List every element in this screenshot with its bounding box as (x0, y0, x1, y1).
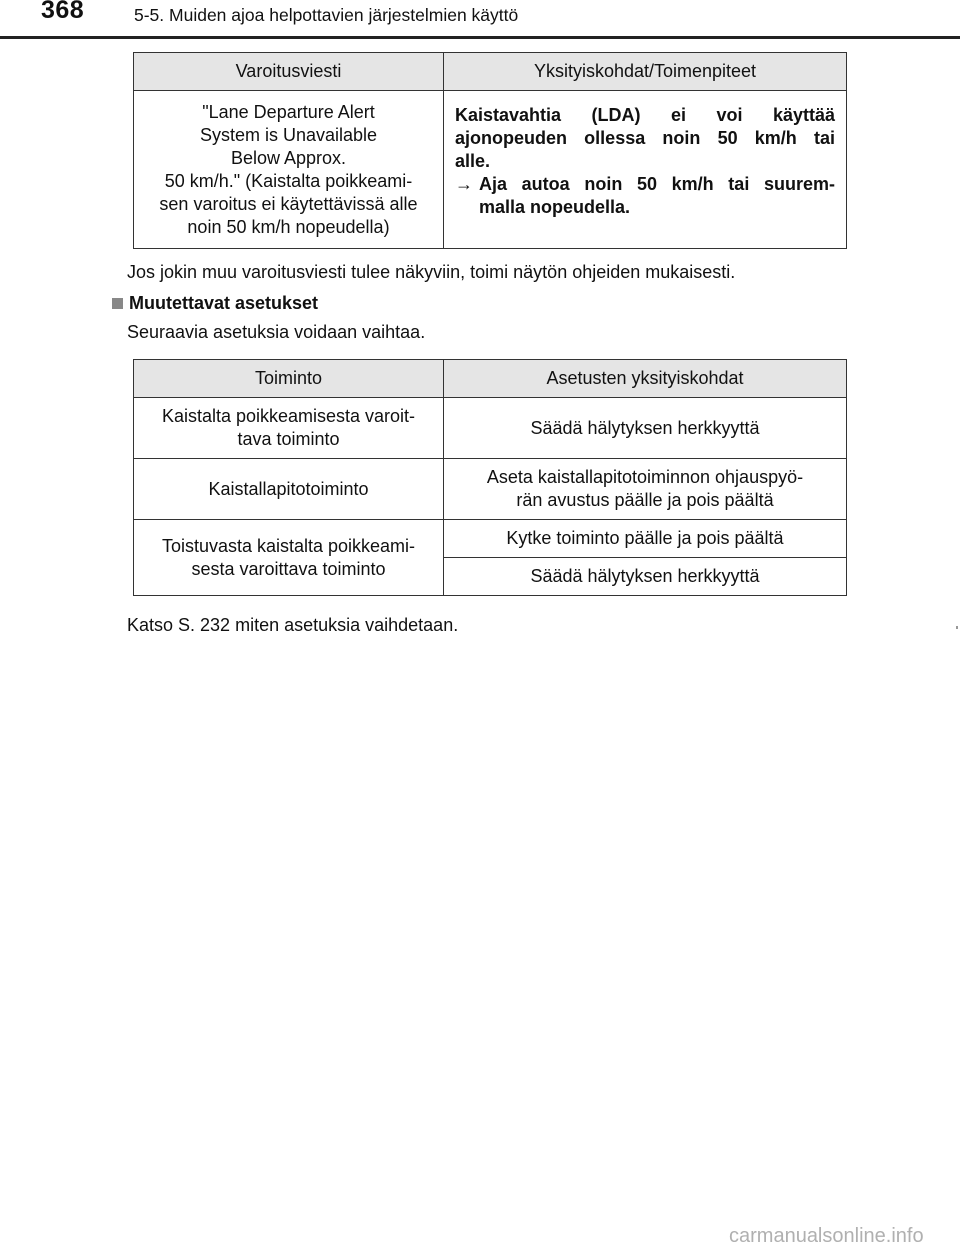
message-line: noin 50 km/h nopeudella) (187, 216, 390, 237)
setting-line: rän avustus päälle ja pois päältä (516, 490, 774, 510)
details-line: Kaistavahtia (LDA) ei voi käyttää (455, 105, 835, 125)
setting-line: Säädä hälytyksen herkkyyttä (530, 417, 760, 438)
setting-cell (444, 459, 847, 520)
setting-line: Aseta kaistallapitotoiminnon ohjauspyö- (486, 467, 804, 487)
table-row (134, 398, 847, 459)
function-line: Toistuvasta kaistalta poikkeami- (161, 535, 416, 556)
arrow-icon: → (455, 174, 473, 194)
paragraph-other-messages: Jos jokin muu varoitusviesti tulee näkyviin, toimi näytön ohjeiden mukaisesti. (127, 262, 736, 282)
warning-message-table (133, 52, 847, 249)
table-header-row (134, 360, 847, 398)
details-line: ajonopeuden ollessa noin 50 km/h tai (455, 128, 835, 148)
details-line: alle. (455, 151, 491, 171)
action-line: Aja autoa noin 50 km/h tai suurem- (479, 174, 835, 194)
warning-message-cell (134, 91, 444, 249)
column-header-details: Yksityiskohdat/Toimenpiteet (444, 53, 847, 91)
setting-cell (444, 398, 847, 459)
paragraph-settings-intro: Seuraavia asetuksia voidaan vaihtaa. (127, 322, 426, 342)
function-line: sesta varoittava toiminto (191, 558, 386, 579)
setting-line: Kytke toiminto päälle ja pois päältä (506, 528, 784, 548)
column-header-function: Toiminto (134, 360, 444, 398)
page-number: 368 (41, 0, 85, 24)
function-cell (134, 398, 444, 459)
message-line: sen varoitus ei käytettävissä alle (159, 193, 418, 214)
square-bullet-icon (112, 298, 123, 309)
edge-mark (956, 626, 958, 629)
setting-cell (444, 558, 847, 596)
function-line: Kaistallapitotoiminto (208, 478, 369, 499)
action-item (455, 173, 835, 219)
watermark: carmanualsonline.info (729, 1225, 924, 1247)
header-divider (0, 36, 960, 39)
function-cell (134, 520, 444, 596)
paragraph-see-page: Katso S. 232 miten asetuksia vaihdetaan. (127, 615, 459, 635)
section-heading-text: Muutettavat asetukset (129, 293, 319, 313)
table-header-row (134, 53, 847, 91)
setting-line: Säädä hälytyksen herkkyyttä (530, 566, 760, 586)
action-line: malla nopeudella. (479, 197, 631, 217)
message-line: Below Approx. (230, 147, 347, 168)
settings-table (133, 359, 847, 596)
function-line: Kaistalta poikkeamisesta varoit- (161, 406, 416, 426)
details-cell (444, 91, 847, 249)
page-header (0, 0, 960, 38)
function-cell (134, 459, 444, 520)
section-heading (112, 293, 318, 314)
setting-cell (444, 520, 847, 558)
table-row (134, 91, 847, 249)
table-row (134, 520, 847, 558)
message-line: "Lane Departure Alert (202, 101, 375, 122)
column-header-setting-details: Asetusten yksityiskohdat (444, 360, 847, 398)
message-line: System is Unavailable (199, 124, 378, 145)
table-row (134, 459, 847, 520)
function-line: tava toiminto (237, 429, 340, 449)
section-title: 5-5. Muiden ajoa helpottavien järjestelmien käyttö (134, 5, 519, 25)
message-line: 50 km/h." (Kaistalta poikkeami- (164, 170, 413, 191)
column-header-warning-message: Varoitusviesti (134, 53, 444, 91)
